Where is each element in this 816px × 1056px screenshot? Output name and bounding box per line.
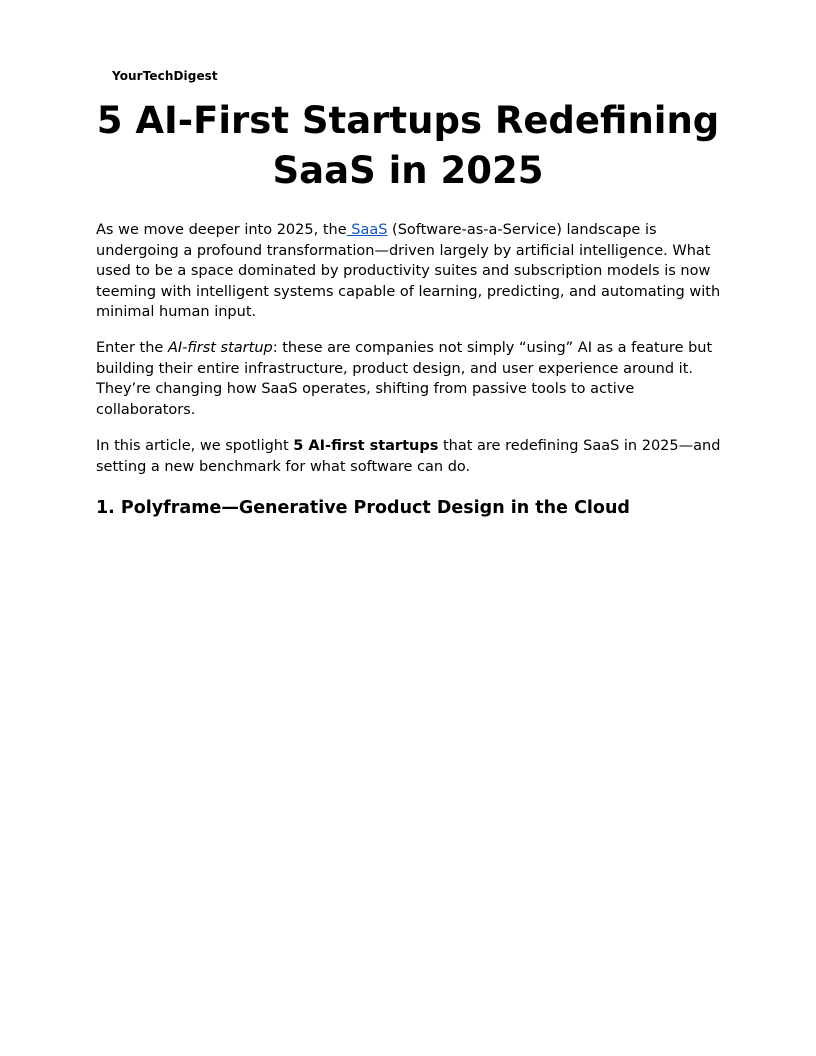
article-title-line-2: SaaS in 2025 <box>272 149 544 192</box>
section-heading-polyframe: 1. Polyframe—Generative Product Design in the Cloud <box>96 498 630 518</box>
ai-first-paragraph <box>96 338 726 420</box>
intro-text-start: As we move deeper into 2025, the <box>96 222 347 238</box>
article-title-line-1: 5 AI-First Startups Redefining <box>96 99 720 142</box>
brand-logo: YourTechDigest <box>112 69 218 83</box>
intro-paragraph <box>96 220 726 323</box>
intro-text-end: (Software-as-a-Service) landscape is undergoing a profound transformation—driven largely by artificial intelligence. What used to be a space dominated by productivity suites and subscription models is now teeming with intelligent systems capable of learning, predicting, and automating with minimal human input. <box>96 222 721 320</box>
spotlight-text-start: In this article, we spotlight <box>96 438 294 454</box>
ai-first-text-end: : these are companies not simply “using” AI as a feature but building their entire infrastructure, product design, and user experience around it. They’re changing how SaaS operates, shifting from passive tools to active collaborators. <box>96 340 713 418</box>
saas-link[interactable]: SaaS <box>346 222 388 238</box>
spotlight-text-end: that are redefining SaaS in 2025—and setting a new benchmark for what software can do. <box>96 438 721 475</box>
spotlight-paragraph <box>96 436 726 477</box>
ai-first-emphasis: AI-first startup <box>167 340 273 356</box>
article-title <box>96 96 720 196</box>
ai-first-text-start: Enter the <box>96 340 168 356</box>
spotlight-strong: 5 AI-first startups <box>293 438 439 454</box>
